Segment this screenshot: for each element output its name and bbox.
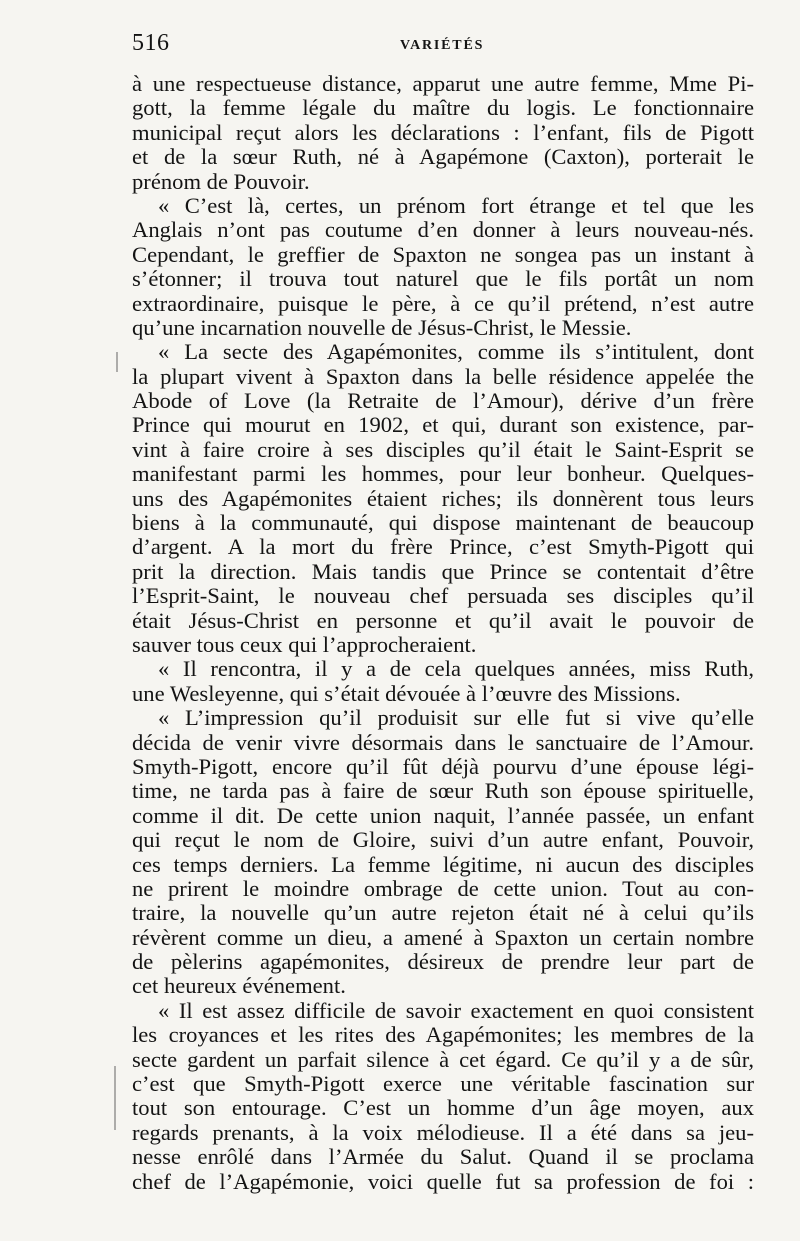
text-line: d’argent. A la mort du frère Prince, c’est Smyth-Pigott qui [132, 535, 754, 560]
text-line: « La secte des Agapémonites, comme ils s’intitulent, dont [158, 340, 754, 365]
text-line: ne prirent le moindre ombrage de cette union. Tout au con- [132, 876, 754, 901]
text-line: chef de l’Agapémonie, voici quelle fut sa profession de foi : [132, 1169, 754, 1194]
text-line: Abode of Love (la Retraite de l’Amour), dérive d’un frère [132, 389, 754, 414]
text-line: extraordinaire, puisque le père, à ce qu’il prétend, n’est autre [132, 291, 754, 316]
page-header [132, 30, 754, 64]
text-line: Prince qui mourut en 1902, et qui, durant son existence, par- [132, 413, 754, 438]
text-line: l’Esprit-Saint, le nouveau chef persuada ses disciples qu’il [132, 584, 754, 609]
body-text [132, 72, 754, 1194]
text-line: une Wesleyenne, qui s’était dévouée à l’œuvre des Missions. [132, 681, 681, 706]
page-number: 516 [132, 30, 170, 56]
text-line: à une respectueuse distance, apparut une autre femme, Mme Pi- [132, 72, 754, 96]
text-line: révèrent comme un dieu, a amené à Spaxton un certain nombre [132, 925, 754, 950]
text-line: « C’est là, certes, un prénom fort étrange et tel que les [158, 193, 754, 218]
text-line: « Il rencontra, il y a de cela quelques années, miss Ruth, [158, 657, 754, 682]
text-line: de pèlerins agapémonites, désireux de prendre leur part de [132, 950, 754, 975]
text-line: secte gardent un parfait silence à cet égard. Ce qu’il y a de sûr, [132, 1047, 754, 1072]
text-line: gott, la femme légale du maître du logis. Le fonctionnaire [132, 96, 754, 121]
text-line: cet heureux événement. [132, 974, 346, 999]
text-line: et de la sœur Ruth, né à Agapémone (Caxton), porterait le [132, 145, 754, 170]
text-line: uns des Agapémonites étaient riches; ils donnèrent tous leurs [132, 486, 754, 511]
text-line: Anglais n’ont pas coutume d’en donner à leurs nouveau-nés. [132, 218, 754, 243]
text-line: était Jésus-Christ en personne et qu’il avait le pouvoir de [132, 608, 754, 633]
text-line: qu’une incarnation nouvelle de Jésus-Christ, le Messie. [132, 315, 632, 340]
text-line: s’étonner; il trouva tout naturel que le fils portât un nom [132, 267, 754, 292]
text-line: prit la direction. Mais tandis que Prince se contentait d’être [132, 559, 754, 584]
text-line: municipal reçut alors les déclarations : l’enfant, fils de Pigott [132, 120, 754, 145]
text-line: prénom de Pouvoir. [132, 169, 310, 194]
text-line: regards prenants, à la voix mélodieuse. Il a été dans sa jeu- [132, 1120, 754, 1145]
text-line: sauver tous ceux qui l’approcheraient. [132, 632, 477, 657]
text-line: nesse enrôlé dans l’Armée du Salut. Quand il se proclama [132, 1145, 754, 1170]
text-line: biens à la communauté, qui dispose maintenant de beaucoup [132, 511, 754, 536]
text-line: Cependant, le greffier de Spaxton ne songea pas un instant à [132, 242, 754, 267]
text-line: Smyth-Pigott, encore qu’il fût déjà pourvu d’une épouse légi- [132, 754, 754, 779]
text-line: vint à faire croire à ses disciples qu’il était le Saint-Esprit se [132, 437, 754, 462]
text-line: ces temps derniers. La femme légitime, ni aucun des disciples [132, 852, 754, 877]
margin-mark [114, 1066, 116, 1130]
text-line: « Il est assez difficile de savoir exactement en quoi consistent [158, 998, 754, 1023]
text-line: comme il dit. De cette union naquit, l’année passée, un enfant [132, 803, 754, 828]
text-line: décida de venir vivre désormais dans le sanctuaire de l’Amour. [132, 730, 754, 755]
text-line: tout son entourage. C’est un homme d’un âge moyen, aux [132, 1096, 754, 1121]
text-line: la plupart vivent à Spaxton dans la belle résidence appelée the [132, 364, 754, 389]
running-head: VARIÉTÉS [400, 38, 485, 53]
text-line: traire, la nouvelle qu’un autre rejeton était né à celui qu’ils [132, 901, 754, 926]
margin-mark [116, 352, 118, 372]
text-line: c’est que Smyth-Pigott exerce une véritable fascination sur [132, 1072, 754, 1097]
text-line: « L’impression qu’il produisit sur elle fut si vive qu’elle [158, 706, 754, 731]
text-line: manifestant parmi les hommes, pour leur bonheur. Quelques- [132, 462, 754, 487]
text-line: time, ne tarda pas à faire de sœur Ruth son épouse spirituelle, [132, 779, 754, 804]
text-line: qui reçut le nom de Gloire, suivi d’un autre enfant, Pouvoir, [132, 828, 754, 853]
text-line: les croyances et les rites des Agapémonites; les membres de la [132, 1023, 754, 1048]
